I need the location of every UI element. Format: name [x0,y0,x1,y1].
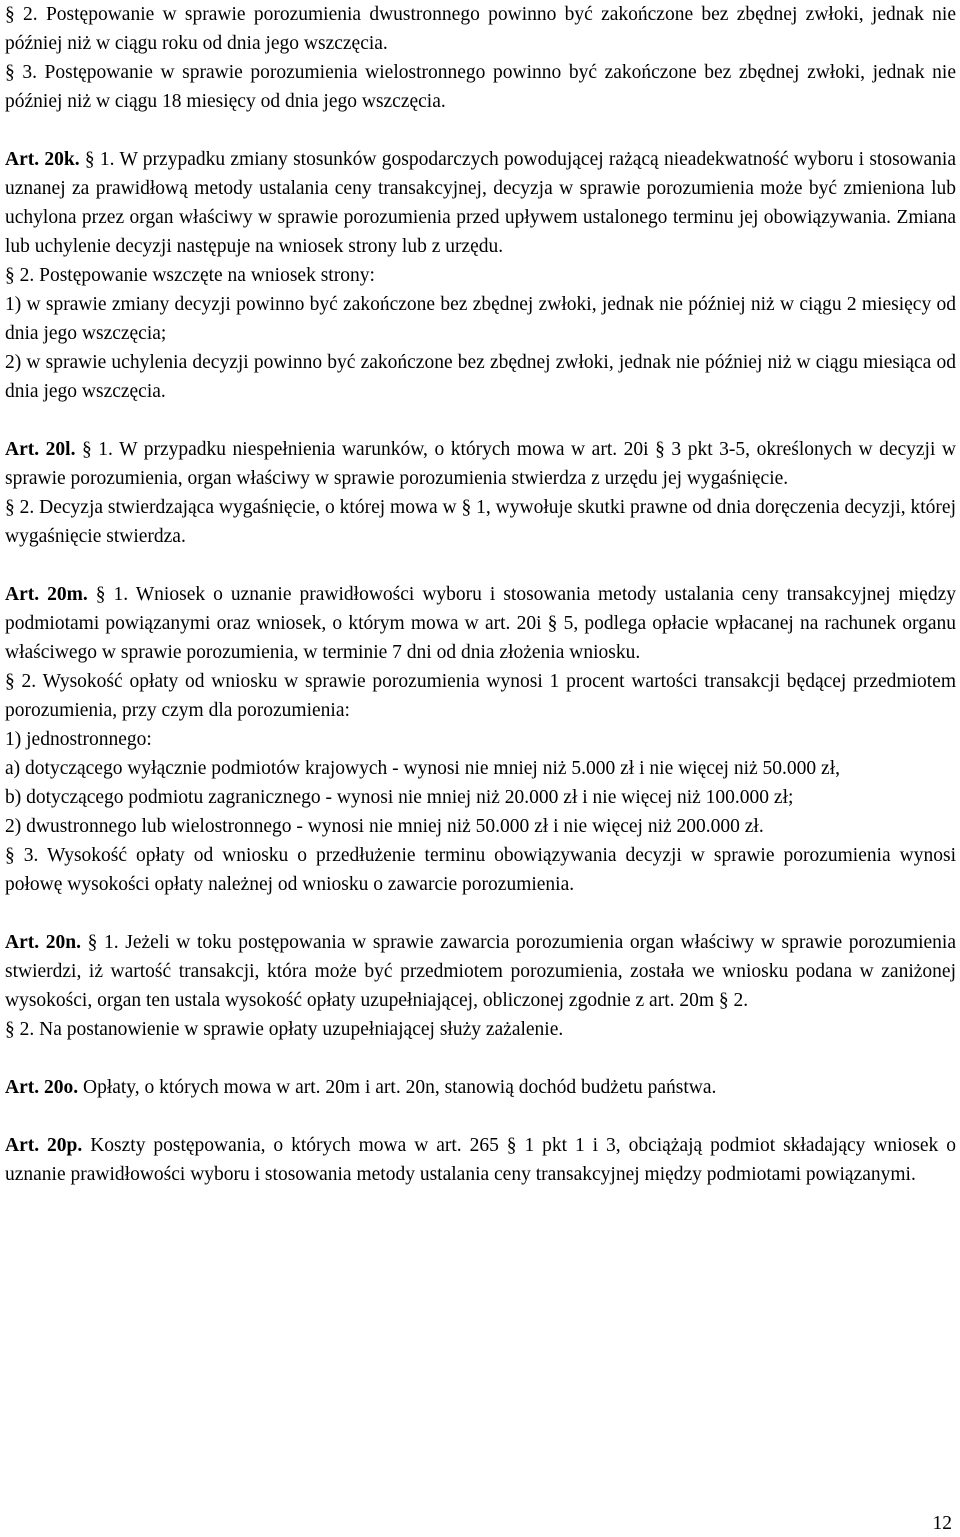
article-heading: Art. 20o. [5,1077,79,1098]
paragraph [5,667,956,725]
paragraph-text: 1) jednostronnego: [5,729,152,750]
paragraph [5,1131,956,1189]
paragraph-text: § 3. Wysokość opłaty od wniosku o przedłużenie terminu obowiązywania decyzji w sprawie porozumienia wynosi połowę wysokości opłaty należnej od wniosku o zawarcie porozumienia. [5,845,956,895]
paragraph [5,145,956,261]
paragraph [5,725,956,754]
paragraph [5,493,956,551]
paragraph-text: § 3. Postępowanie w sprawie porozumienia wielostronnego powinno być zakończone bez zbędnej zwłoki, jednak nie później niż w ciągu 18 miesięcy od dnia jego wszczęcia. [5,62,956,112]
paragraph [5,435,956,493]
article-heading: Art. 20n. [5,932,81,953]
paragraph-text: b) dotyczącego podmiotu zagranicznego - wynosi nie mniej niż 20.000 zł i nie więcej niż 100.000 zł; [5,787,794,808]
paragraph-text: § 2. Na postanowienie w sprawie opłaty uzupełniającej służy zażalenie. [5,1019,564,1040]
article-heading: Art. 20l. [5,439,76,460]
paragraph-text: § 1. Jeżeli w toku postępowania w sprawie zawarcia porozumienia organ właściwy w sprawie porozumienia stwierdzi, iż wartość transakcji, która może być przedmiotem porozumienia, została we wniosku podana w zaniżonej wysokości, organ ten ustala wysokość opłaty uzupełniającej, obliczonej zgodnie z art. 20m § 2. [5,932,957,1011]
paragraph-text: Koszty postępowania, o których mowa w art. 265 § 1 pkt 1 i 3, obciążają podmiot składający wniosek o uznanie prawidłowości wyboru i stosowania metody ustalania ceny transakcyjnej między podmiotami powiązanymi. [5,1135,956,1185]
paragraph-spacer [5,116,956,145]
paragraph-spacer [5,406,956,435]
paragraph [5,812,956,841]
paragraph-text: § 2. Postępowanie wszczęte na wniosek strony: [5,265,375,286]
document-page [5,0,956,1189]
paragraph-text: 1) w sprawie zmiany decyzji powinno być zakończone bez zbędnej zwłoki, jednak nie później niż w ciągu 2 miesięcy od dnia jego wszczęcia; [5,294,956,344]
paragraph [5,754,956,783]
paragraph [5,928,956,1015]
paragraph [5,1073,956,1102]
paragraph [5,0,956,58]
paragraph-text: a) dotyczącego wyłącznie podmiotów krajowych - wynosi nie mniej niż 5.000 zł i nie więcej niż 50.000 zł, [5,758,840,779]
paragraph [5,58,956,116]
paragraph-text: § 2. Wysokość opłaty od wniosku w sprawie porozumienia wynosi 1 procent wartości transakcji będącej przedmiotem porozumienia, przy czym dla porozumienia: [5,671,956,721]
paragraph-text: § 1. W przypadku niespełnienia warunków, o których mowa w art. 20i § 3 pkt 3-5, określonych w decyzji w sprawie porozumienia, organ właściwy w sprawie porozumienia stwierdza z urzędu jej wygaśnięcie. [5,439,957,489]
paragraph-spacer [5,1044,956,1073]
article-heading: Art. 20m. [5,584,88,605]
paragraph-text: § 2. Decyzja stwierdzająca wygaśnięcie, o której mowa w § 1, wywołuje skutki prawne od dnia doręczenia decyzji, której wygaśnięcie stwierdza. [5,497,956,547]
paragraph [5,580,956,667]
article-heading: Art. 20p. [5,1135,83,1156]
paragraph [5,783,956,812]
paragraph [5,290,956,348]
paragraph-text: 2) dwustronnego lub wielostronnego - wynosi nie mniej niż 50.000 zł i nie więcej niż 200.000 zł. [5,816,764,837]
page-number: 12 [932,1513,952,1534]
paragraph [5,841,956,899]
paragraph-spacer [5,899,956,928]
paragraph [5,261,956,290]
paragraph-spacer [5,551,956,580]
paragraph-text: § 2. Postępowanie w sprawie porozumienia dwustronnego powinno być zakończone bez zbędnej zwłoki, jednak nie później niż w ciągu roku od dnia jego wszczęcia. [5,4,956,54]
paragraph [5,348,956,406]
paragraph-text: Opłaty, o których mowa w art. 20m i art. 20n, stanowią dochód budżetu państwa. [78,1077,717,1098]
paragraph-spacer [5,1102,956,1131]
paragraph-text: § 1. Wniosek o uznanie prawidłowości wyboru i stosowania metody ustalania ceny transakcyjnej między podmiotami powiązanymi oraz wniosek, o którym mowa w art. 20i § 5, podlega opłacie wpłacanej na rachunek organu właściwego w sprawie porozumienia, w terminie 7 dni od dnia złożenia wniosku. [5,584,956,663]
paragraph-text: 2) w sprawie uchylenia decyzji powinno być zakończone bez zbędnej zwłoki, jednak nie później niż w ciągu miesiąca od dnia jego wszczęcia. [5,352,956,402]
paragraph [5,1015,956,1044]
article-heading: Art. 20k. [5,149,80,170]
paragraph-text: § 1. W przypadku zmiany stosunków gospodarczych powodującej rażącą nieadekwatność wyboru i stosowania uznanej za prawidłową metody ustalania ceny transakcyjnej, decyzja w sprawie porozumienia może być zmieniona lub uchylona przez organ właściwy w sprawie porozumienia przed upływem ustalonego terminu jej obowiązywania. Zmiana lub uchylenie decyzji następuje na wniosek strony lub z urzędu. [5,149,956,257]
